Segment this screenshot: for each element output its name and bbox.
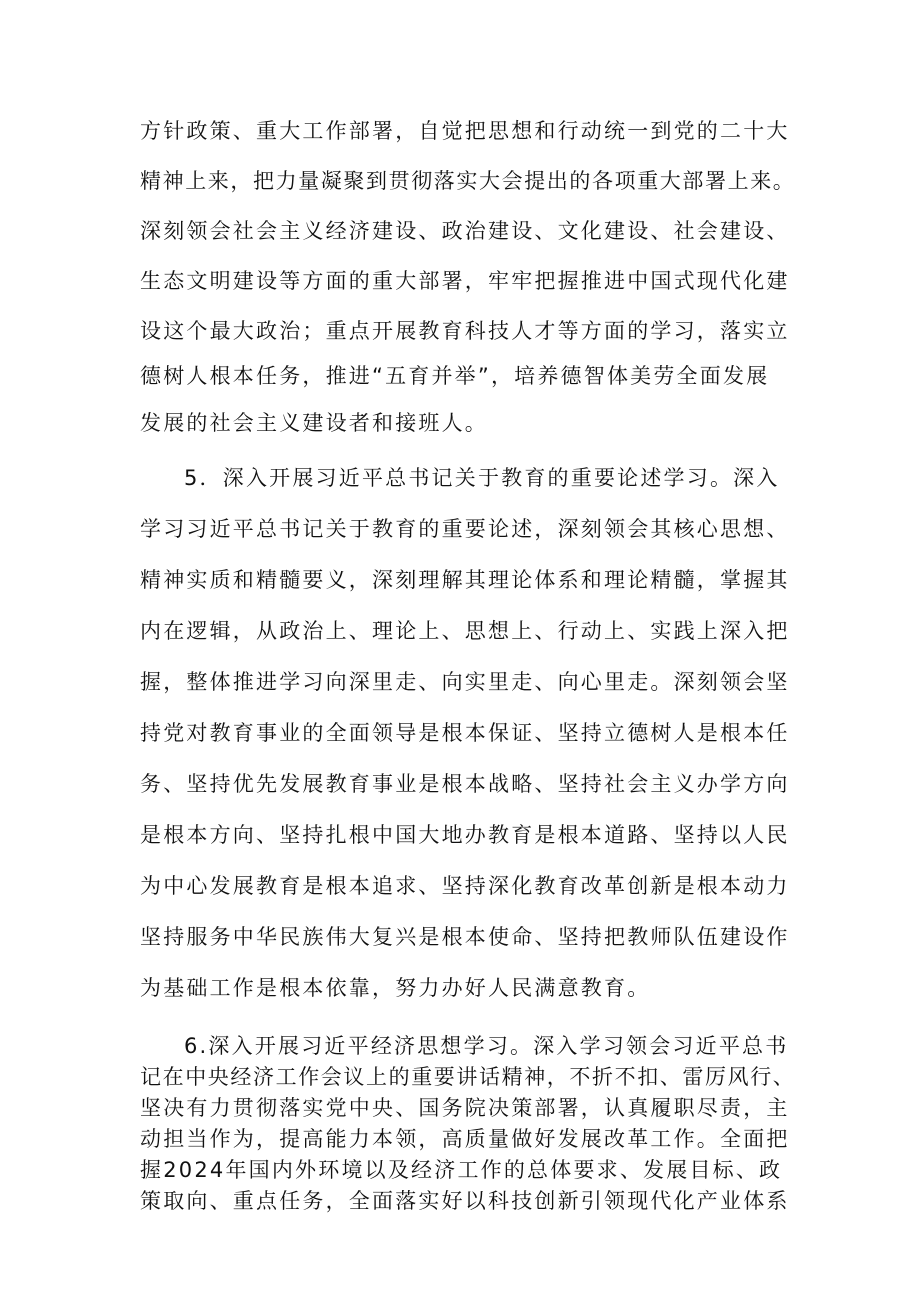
text-line: 学习习近平总书记关于教育的重要论述，深刻领会其核心思想、 — [140, 517, 790, 541]
text-line: 发展的社会主义建设者和接班人。 — [140, 411, 488, 435]
text-line: 深刻领会社会主义经济建设、政治建设、文化建设、社会建设、 — [140, 219, 790, 243]
text-line: 记在中央经济工作会议上的重要讲话精神，不折不扣、雷厉风行、 — [140, 1065, 796, 1089]
text-line: 生态文明建设等方面的重大部署，牢牢把握推进中国式现代化建 — [140, 269, 790, 293]
text-line: 握2024年国内外环境以及经济工作的总体要求、发展目标、政 — [140, 1158, 783, 1182]
text-line: 方针政策、重大工作部署，自觉把思想和行动统一到党的二十大 — [140, 119, 790, 143]
paragraph-6-heading-line: 6.深入开展习近平经济思想学习。深入学习领会习近平总书 — [184, 1034, 789, 1058]
text-line: 握，整体推进学习向深里走、向实里走、向心里走。深刻领会坚 — [140, 670, 790, 694]
text-line: 内在逻辑，从政治上、理论上、思想上、行动上、实践上深入把 — [140, 619, 790, 643]
text-line: 设这个最大政治；重点开展教育科技人才等方面的学习，落实立 — [140, 319, 790, 343]
text-line: 精神上来，把力量凝聚到贯彻落实大会提出的各项重大部署上来。 — [140, 169, 796, 193]
text-line: 坚决有力贯彻落实党中央、国务院决策部署，认真履职尽责，主 — [140, 1096, 790, 1120]
text-line: 德树人根本任务，推进“五育并举”，培养德智体美劳全面发展 — [140, 364, 770, 388]
text-line: 策取向、重点任务，全面落实好以科技创新引领现代化产业体系 — [140, 1189, 790, 1213]
text-line: 是根本方向、坚持扎根中国大地办教育是根本道路、坚持以人民 — [140, 823, 790, 847]
text-line: 持党对教育事业的全面领导是根本保证、坚持立德树人是根本任 — [140, 721, 790, 745]
text-line: 为中心发展教育是根本追求、坚持深化教育改革创新是根本动力 — [140, 874, 790, 898]
text-line: 坚持服务中华民族伟大复兴是根本使命、坚持把教师队伍建设作 — [140, 925, 790, 949]
text-line: 精神实质和精髓要义，深刻理解其理论体系和理论精髓，掌握其 — [140, 568, 790, 592]
text-line: 务、坚持优先发展教育事业是根本战略、坚持社会主义办学方向 — [140, 772, 790, 796]
paragraph-5-heading-line: 5．深入开展习近平总书记关于教育的重要论述学习。深入 — [184, 466, 780, 490]
text-line: 为基础工作是根本依靠，努力办好人民满意教育。 — [140, 976, 651, 1000]
text-line: 动担当作为，提高能力本领，高质量做好发展改革工作。全面把 — [140, 1127, 790, 1151]
